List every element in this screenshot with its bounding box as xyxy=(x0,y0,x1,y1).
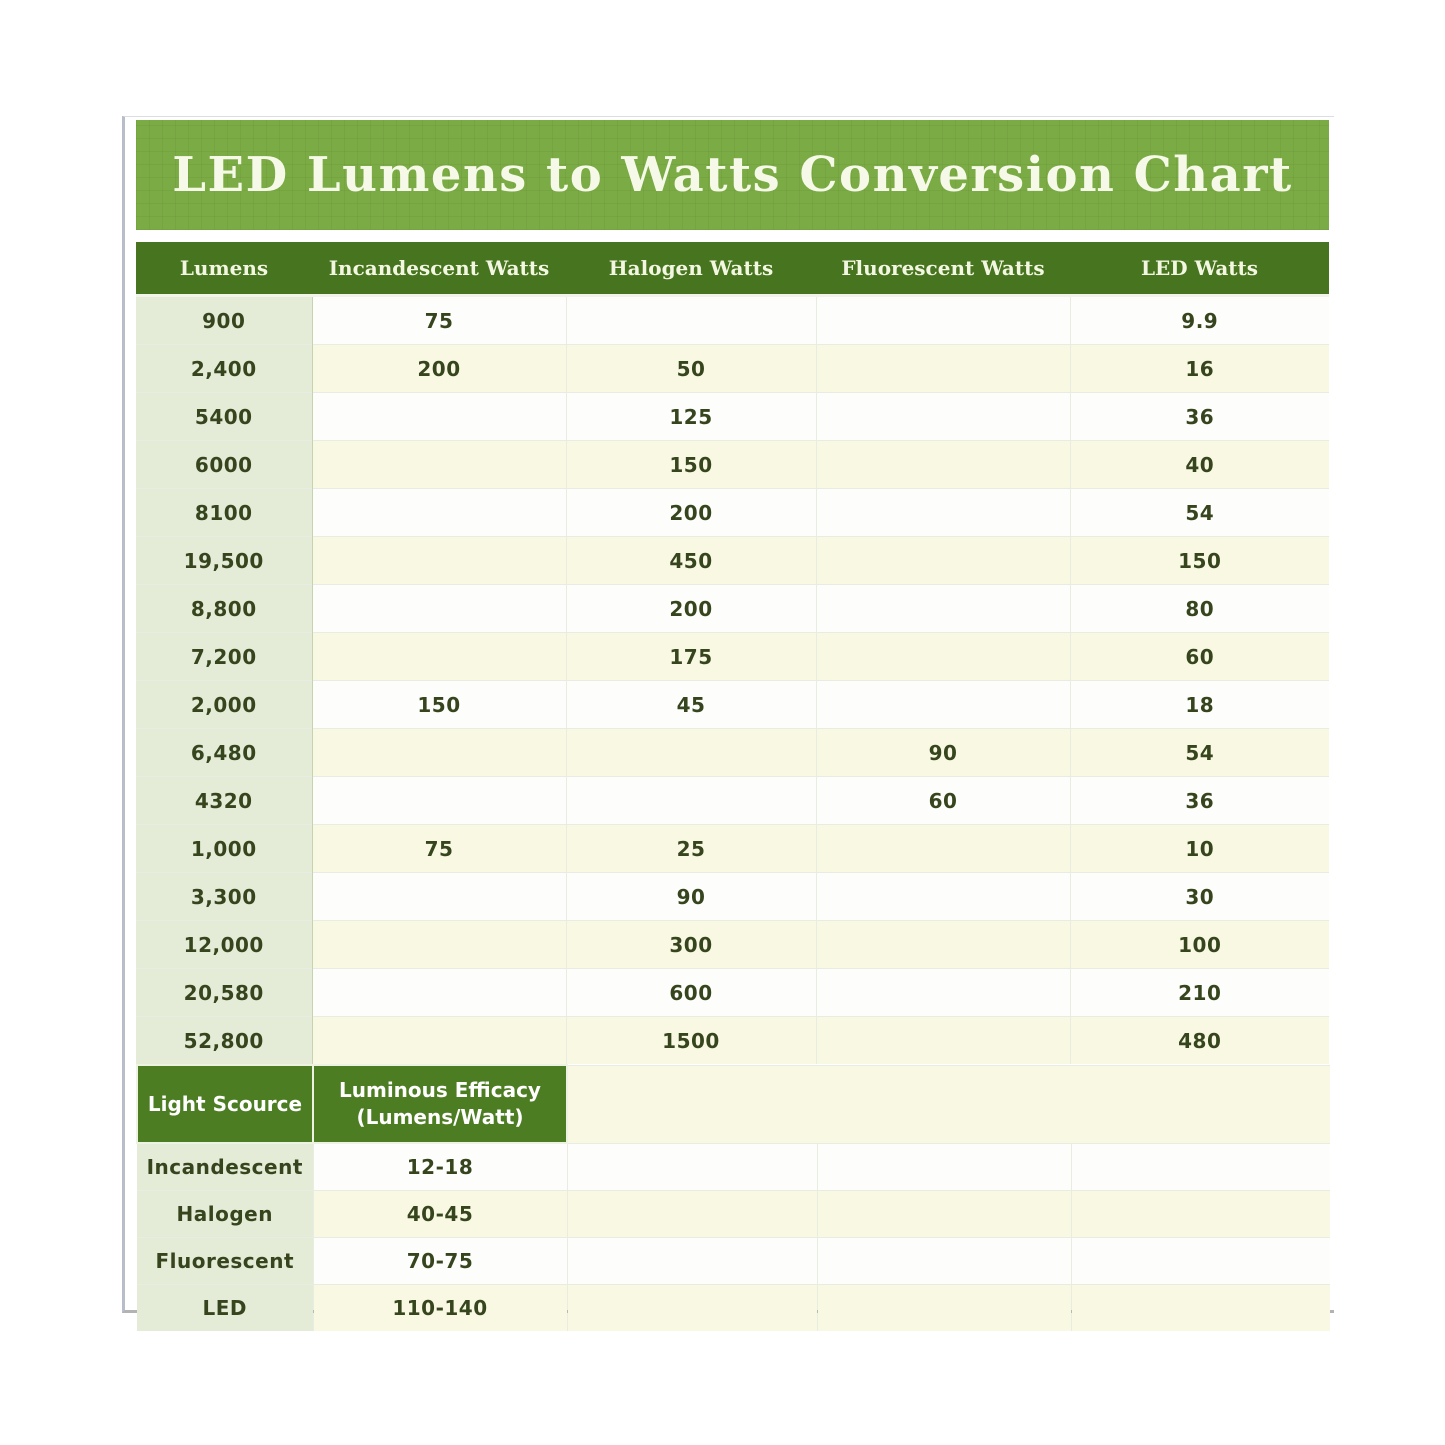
table-row xyxy=(136,537,1329,585)
watts-value-cell xyxy=(312,489,566,537)
light-source-cell: Incandescent xyxy=(137,1143,313,1191)
lumens-value-cell: 7,200 xyxy=(136,633,312,681)
table-row xyxy=(136,296,1329,345)
table-row xyxy=(136,585,1329,633)
watts-value-cell xyxy=(312,393,566,441)
watts-value-cell xyxy=(312,441,566,489)
table-row xyxy=(136,969,1329,1017)
lumens-to-watts-table xyxy=(136,242,1329,1064)
watts-value-cell xyxy=(312,873,566,921)
luminous-efficacy-table xyxy=(136,1064,1330,1331)
watts-value-cell: 30 xyxy=(1070,873,1329,921)
watts-value-cell: 175 xyxy=(566,633,816,681)
lumens-table-header xyxy=(136,242,1329,296)
watts-value-cell: 45 xyxy=(566,681,816,729)
table-row xyxy=(136,345,1329,393)
watts-value-cell: 54 xyxy=(1070,729,1329,777)
watts-value-cell xyxy=(566,296,816,345)
title-banner xyxy=(136,120,1329,230)
efficacy-value-cell: 12-18 xyxy=(313,1143,567,1191)
efficacy-header-row xyxy=(137,1065,1330,1143)
efficacy-table-body xyxy=(137,1143,1330,1331)
watts-value-cell xyxy=(312,777,566,825)
watts-value-cell: 300 xyxy=(566,921,816,969)
table-row xyxy=(136,729,1329,777)
table-row xyxy=(136,777,1329,825)
watts-value-cell xyxy=(816,585,1070,633)
watts-value-cell: 210 xyxy=(1070,969,1329,1017)
watts-value-cell: 1500 xyxy=(566,1017,816,1065)
empty-cell xyxy=(817,1238,1071,1285)
lumens-value-cell: 52,800 xyxy=(136,1017,312,1065)
watts-value-cell xyxy=(566,729,816,777)
lumens-value-cell: 4320 xyxy=(136,777,312,825)
lumens-value-cell: 12,000 xyxy=(136,921,312,969)
lumens-value-cell: 19,500 xyxy=(136,537,312,585)
lumens-value-cell: 5400 xyxy=(136,393,312,441)
empty-cell xyxy=(1071,1143,1330,1191)
empty-cell xyxy=(567,1191,817,1238)
watts-value-cell: 40 xyxy=(1070,441,1329,489)
table-row xyxy=(137,1191,1330,1238)
header-row xyxy=(136,242,1329,296)
watts-value-cell xyxy=(816,873,1070,921)
watts-value-cell: 125 xyxy=(566,393,816,441)
lumens-value-cell: 2,400 xyxy=(136,345,312,393)
watts-value-cell: 60 xyxy=(816,777,1070,825)
watts-value-cell: 200 xyxy=(566,585,816,633)
watts-value-cell: 100 xyxy=(1070,921,1329,969)
watts-value-cell xyxy=(816,1017,1070,1065)
lumens-value-cell: 900 xyxy=(136,296,312,345)
watts-value-cell xyxy=(816,393,1070,441)
empty-header-cell xyxy=(1071,1065,1330,1143)
table-row xyxy=(137,1143,1330,1191)
watts-value-cell xyxy=(566,777,816,825)
column-header: Fluorescent Watts xyxy=(816,242,1070,296)
watts-value-cell: 60 xyxy=(1070,633,1329,681)
watts-value-cell xyxy=(312,1017,566,1065)
table-row xyxy=(136,393,1329,441)
light-source-cell: Halogen xyxy=(137,1191,313,1238)
lumens-value-cell: 2,000 xyxy=(136,681,312,729)
lumens-value-cell: 1,000 xyxy=(136,825,312,873)
lumens-value-cell: 8,800 xyxy=(136,585,312,633)
table-row xyxy=(136,825,1329,873)
watts-value-cell: 75 xyxy=(312,296,566,345)
watts-value-cell xyxy=(312,921,566,969)
watts-value-cell: 200 xyxy=(566,489,816,537)
watts-value-cell xyxy=(816,537,1070,585)
table-row xyxy=(136,921,1329,969)
watts-value-cell xyxy=(816,441,1070,489)
watts-value-cell: 90 xyxy=(566,873,816,921)
efficacy-value-cell: 110-140 xyxy=(313,1285,567,1332)
watts-value-cell: 18 xyxy=(1070,681,1329,729)
empty-cell xyxy=(567,1285,817,1332)
empty-cell xyxy=(1071,1191,1330,1238)
watts-value-cell: 10 xyxy=(1070,825,1329,873)
empty-header-cell xyxy=(567,1065,817,1143)
watts-value-cell xyxy=(816,489,1070,537)
watts-value-cell xyxy=(816,345,1070,393)
watts-value-cell xyxy=(816,681,1070,729)
watts-value-cell xyxy=(312,969,566,1017)
watts-value-cell: 200 xyxy=(312,345,566,393)
watts-value-cell xyxy=(816,296,1070,345)
column-header: Lumens xyxy=(136,242,312,296)
lumens-value-cell: 6,480 xyxy=(136,729,312,777)
column-header: Halogen Watts xyxy=(566,242,816,296)
empty-cell xyxy=(817,1191,1071,1238)
watts-value-cell: 150 xyxy=(312,681,566,729)
table-row xyxy=(136,681,1329,729)
light-source-cell: Fluorescent xyxy=(137,1238,313,1285)
efficacy-value-cell: 70-75 xyxy=(313,1238,567,1285)
table-row xyxy=(136,873,1329,921)
watts-value-cell: 54 xyxy=(1070,489,1329,537)
empty-cell xyxy=(1071,1285,1330,1332)
efficacy-value-cell: 40-45 xyxy=(313,1191,567,1238)
empty-cell xyxy=(817,1285,1071,1332)
watts-value-cell xyxy=(312,585,566,633)
luminous-efficacy-header: Luminous Efficacy (Lumens/Watt) xyxy=(313,1065,567,1143)
watts-value-cell: 50 xyxy=(566,345,816,393)
watts-value-cell xyxy=(312,633,566,681)
lumens-table-body xyxy=(136,296,1329,1065)
lumens-value-cell: 3,300 xyxy=(136,873,312,921)
column-header: Incandescent Watts xyxy=(312,242,566,296)
table-row xyxy=(136,441,1329,489)
watts-value-cell: 25 xyxy=(566,825,816,873)
empty-header-cell xyxy=(817,1065,1071,1143)
watts-value-cell: 600 xyxy=(566,969,816,1017)
watts-value-cell: 36 xyxy=(1070,393,1329,441)
watts-value-cell: 90 xyxy=(816,729,1070,777)
table-row xyxy=(136,489,1329,537)
table-row xyxy=(137,1238,1330,1285)
watts-value-cell: 36 xyxy=(1070,777,1329,825)
watts-value-cell: 80 xyxy=(1070,585,1329,633)
empty-cell xyxy=(567,1143,817,1191)
watts-value-cell xyxy=(816,921,1070,969)
light-source-header: Light Scource xyxy=(137,1065,313,1143)
watts-value-cell xyxy=(312,537,566,585)
light-source-cell: LED xyxy=(137,1285,313,1332)
content-panel xyxy=(122,116,1334,1320)
empty-cell xyxy=(1071,1238,1330,1285)
watts-value-cell: 480 xyxy=(1070,1017,1329,1065)
table-row xyxy=(137,1285,1330,1332)
page-title: LED Lumens to Watts Conversion Chart xyxy=(172,147,1293,203)
watts-value-cell: 9.9 xyxy=(1070,296,1329,345)
watts-value-cell: 150 xyxy=(1070,537,1329,585)
efficacy-table-header xyxy=(137,1065,1330,1143)
watts-value-cell xyxy=(816,969,1070,1017)
watts-value-cell: 150 xyxy=(566,441,816,489)
lumens-value-cell: 6000 xyxy=(136,441,312,489)
watts-value-cell xyxy=(816,633,1070,681)
watts-value-cell xyxy=(312,729,566,777)
empty-cell xyxy=(567,1238,817,1285)
table-row xyxy=(136,633,1329,681)
watts-value-cell xyxy=(816,825,1070,873)
watts-value-cell: 16 xyxy=(1070,345,1329,393)
watts-value-cell: 75 xyxy=(312,825,566,873)
column-header: LED Watts xyxy=(1070,242,1329,296)
watts-value-cell: 450 xyxy=(566,537,816,585)
lumens-value-cell: 20,580 xyxy=(136,969,312,1017)
empty-cell xyxy=(817,1143,1071,1191)
lumens-value-cell: 8100 xyxy=(136,489,312,537)
table-row xyxy=(136,1017,1329,1065)
